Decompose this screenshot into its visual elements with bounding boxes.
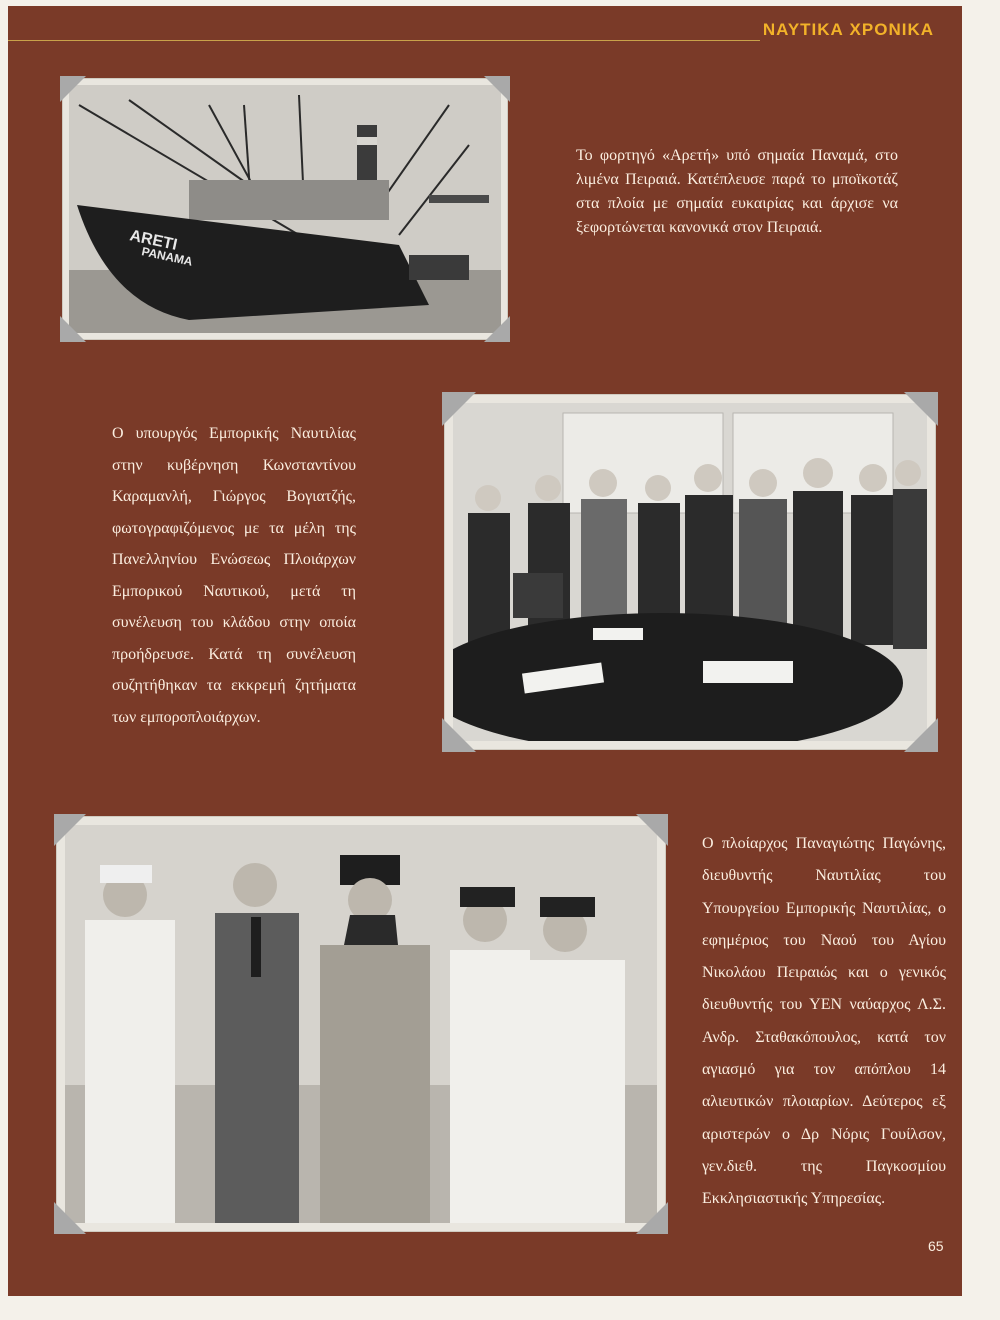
ship-caption-text: Το φορτηγό «Αρετή» υπό σημαία Παναμά, στο λιμένα Πειραιά. Κατέπλευσε παρά το μποϊκοτάζ στα πλοία με σημαία ευκαιρίας και άρχισε να ξεφορτώνεται κανονικά στον Πειραιά.: [576, 147, 898, 236]
chair: [513, 573, 563, 618]
hull-port: PANAMA: [140, 244, 194, 269]
blessing-caption: [702, 828, 946, 1216]
meeting-photo-image: [453, 403, 927, 741]
photo-corner-bl: [54, 1202, 86, 1234]
photo-corner-br: [904, 718, 938, 752]
blessing-photo-image: [65, 825, 657, 1223]
photo-corner-tr: [636, 814, 668, 846]
hull-name: ARETI: [128, 227, 179, 254]
meeting-caption: [112, 418, 356, 733]
funnel-band: [357, 137, 377, 145]
ship-photo: [62, 78, 508, 340]
photo-corner-bl: [60, 316, 86, 342]
photo-corner-tr: [904, 392, 938, 426]
photo-corner-bl: [442, 718, 476, 752]
header-rule: [8, 40, 760, 41]
blessing-caption-text: Ο πλοίαρχος Παναγιώτης Παγώνης, διευθυντής Ναυτιλίας του Υπουργείου Εμπορικής Ναυτιλίας, ο εφημέριος του Ναού του Αγίου Νικολάου Πειραιώς και ο γενικός διευθυντής του ΥΕΝ ναύαρχος Λ.Σ. Ανδρ. Σταθακόπουλος, κατά τον αγιασμό για τον απόπλου 14 αλιευτικών πλοιαρίων. Δεύτερος εξ αριστερών ο Δρ Νόρις Γουίλσον, γεν.διεθ. της Παγκοσμίου Εκκλησιαστικής Υπηρεσίας.: [702, 835, 946, 1208]
photo-corner-br: [484, 316, 510, 342]
truck: [409, 255, 469, 280]
magazine-page: [8, 6, 962, 1296]
ship-photo-image: [69, 85, 501, 333]
meeting-photo: [444, 394, 936, 750]
meeting-caption-text: Ο υπουργός Εμπορικής Ναυτιλίας στην κυβέρνηση Κωνσταντίνου Καραμανλή, Γιώργος Βογιατζής, φωτογραφιζόμενος με τα μέλη της Πανελληνίου Ενώσεως Πλοιάρχων Εμπορικού Ναυτικού, μετά τη συνέλευση του κλάδου στην οποία προήδρευσε. Κατά τη συνέλευση συζητήθηκαν τα εκκρεμή ζητήματα των εμποροπλοιάρχων.: [112, 425, 356, 726]
superstructure: [189, 180, 389, 220]
photo-corner-tl: [54, 814, 86, 846]
photo-corner-tr: [484, 76, 510, 102]
photo-corner-tl: [442, 392, 476, 426]
quay-crane: [429, 195, 489, 203]
section-title: ΝΑΥΤΙΚΑ ΧΡΟΝΙΚΑ: [762, 20, 934, 39]
photo-corner-br: [636, 1202, 668, 1234]
page-number: 65: [928, 1238, 944, 1254]
man-in-suit: [215, 863, 299, 1223]
ship-caption: [576, 144, 898, 240]
photo-corner-tl: [60, 76, 86, 102]
blessing-photo: [56, 816, 666, 1232]
